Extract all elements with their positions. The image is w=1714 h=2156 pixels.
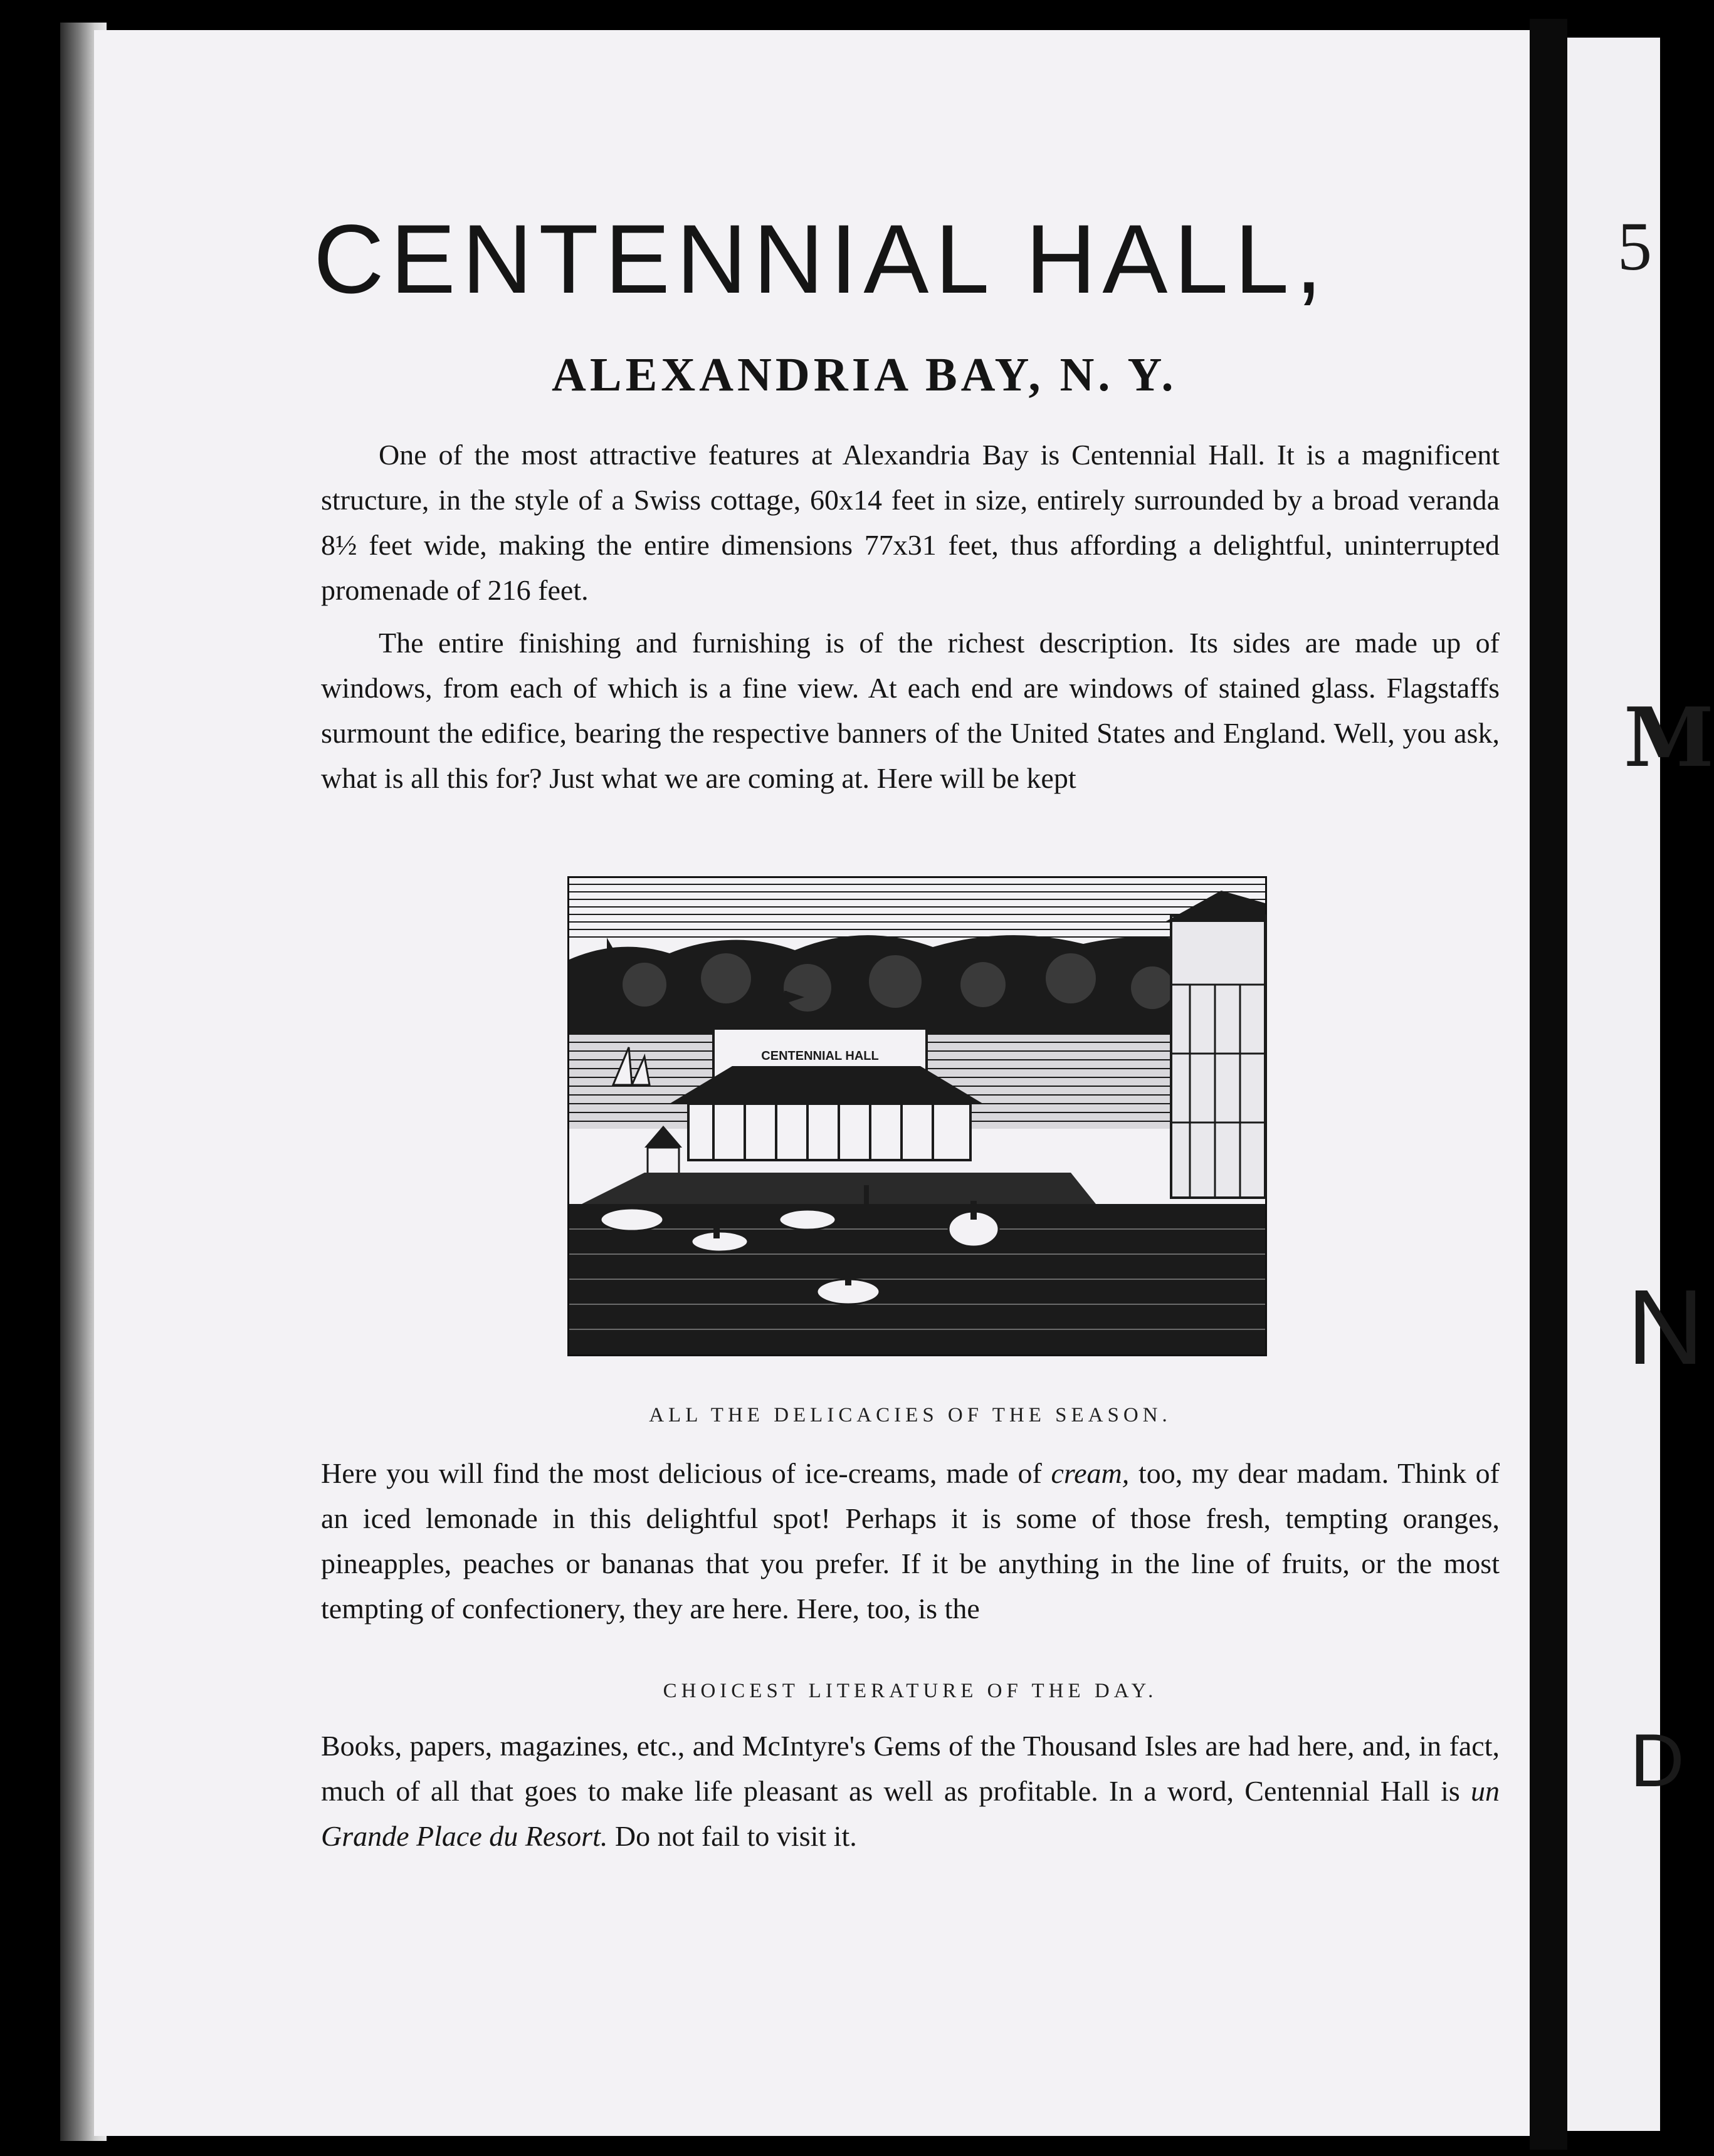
section-heading: CHOICEST LITERATURE OF THE DAY. xyxy=(663,1680,1158,1702)
paragraph-text: One of the most attractive features at Alexandria Bay is Centennial Hall. It is a magnificent structure, in the style of a Swiss cottage, 60x14 feet in size, entirely surrounded by a broad veranda 8½ feet wide, making the entire dimensions 77x31 feet, thus affording a delightful, uninterrupted promenade of 216 feet. xyxy=(321,439,1500,606)
paragraph-text-segment: Do not fail to visit it. xyxy=(607,1820,857,1852)
paragraph-text-segment: too, my dear madam. Think of an iced lemonade in this delightful spot! Perhaps it is some of those fresh, tempting oranges, pineapples, peaches or bananas that you prefer. If it be anything in the line of fruits, or the most tempting of confectionery, they are here. Here, too, is the xyxy=(321,1457,1500,1625)
centennial-hall-engraving xyxy=(567,876,1267,1356)
page-gutter xyxy=(1530,19,1567,2150)
paragraph-text xyxy=(321,1724,1500,1859)
adjacent-page xyxy=(1567,38,1714,2131)
page-title: CENTENNIAL HALL, xyxy=(313,205,1329,314)
adjacent-page-fragment: D xyxy=(1630,1719,1685,1803)
adjacent-page-fragment: N xyxy=(1627,1268,1704,1387)
paragraph-description xyxy=(321,620,1500,801)
emphasis-text: un Grande Place du Resort. xyxy=(321,1775,1500,1852)
page-subtitle: ALEXANDRIA BAY, N. Y. xyxy=(552,348,1177,401)
paragraph-introduction xyxy=(321,432,1500,613)
section-heading: ALL THE DELICACIES OF THE SEASON. xyxy=(649,1404,1172,1426)
hall-sign-text: CENTENNIAL HALL xyxy=(761,1049,879,1063)
paragraph-literature xyxy=(321,1724,1500,1859)
emphasis-text: cream, xyxy=(1051,1457,1130,1489)
paragraph-text: The entire finishing and furnishing is of the richest description. Its sides are made up of windows, from each of which is a fine view. At each end are windows of stained glass. Flagstaffs surmount the edifice, bearing the respective banners of the United States and England. Well, you ask, what is all this for? Just what we are coming at. Here will be kept xyxy=(321,627,1500,794)
adjacent-page-fragment: M xyxy=(1624,689,1714,785)
paragraph-text-segment: Here you will find the most delicious of ice-creams, made of xyxy=(321,1457,1051,1489)
paragraph-delicacies xyxy=(321,1451,1500,1631)
paragraph-text xyxy=(321,1451,1500,1631)
adjacent-page-fragment: 5 xyxy=(1617,208,1652,285)
paragraph-text-segment: Books, papers, magazines, etc., and McIntyre's Gems of the Thousand Isles are had here, and, in fact, much of all that goes to make life pleasant as well as profitable. In a word, Centennial Hall is xyxy=(321,1730,1500,1807)
